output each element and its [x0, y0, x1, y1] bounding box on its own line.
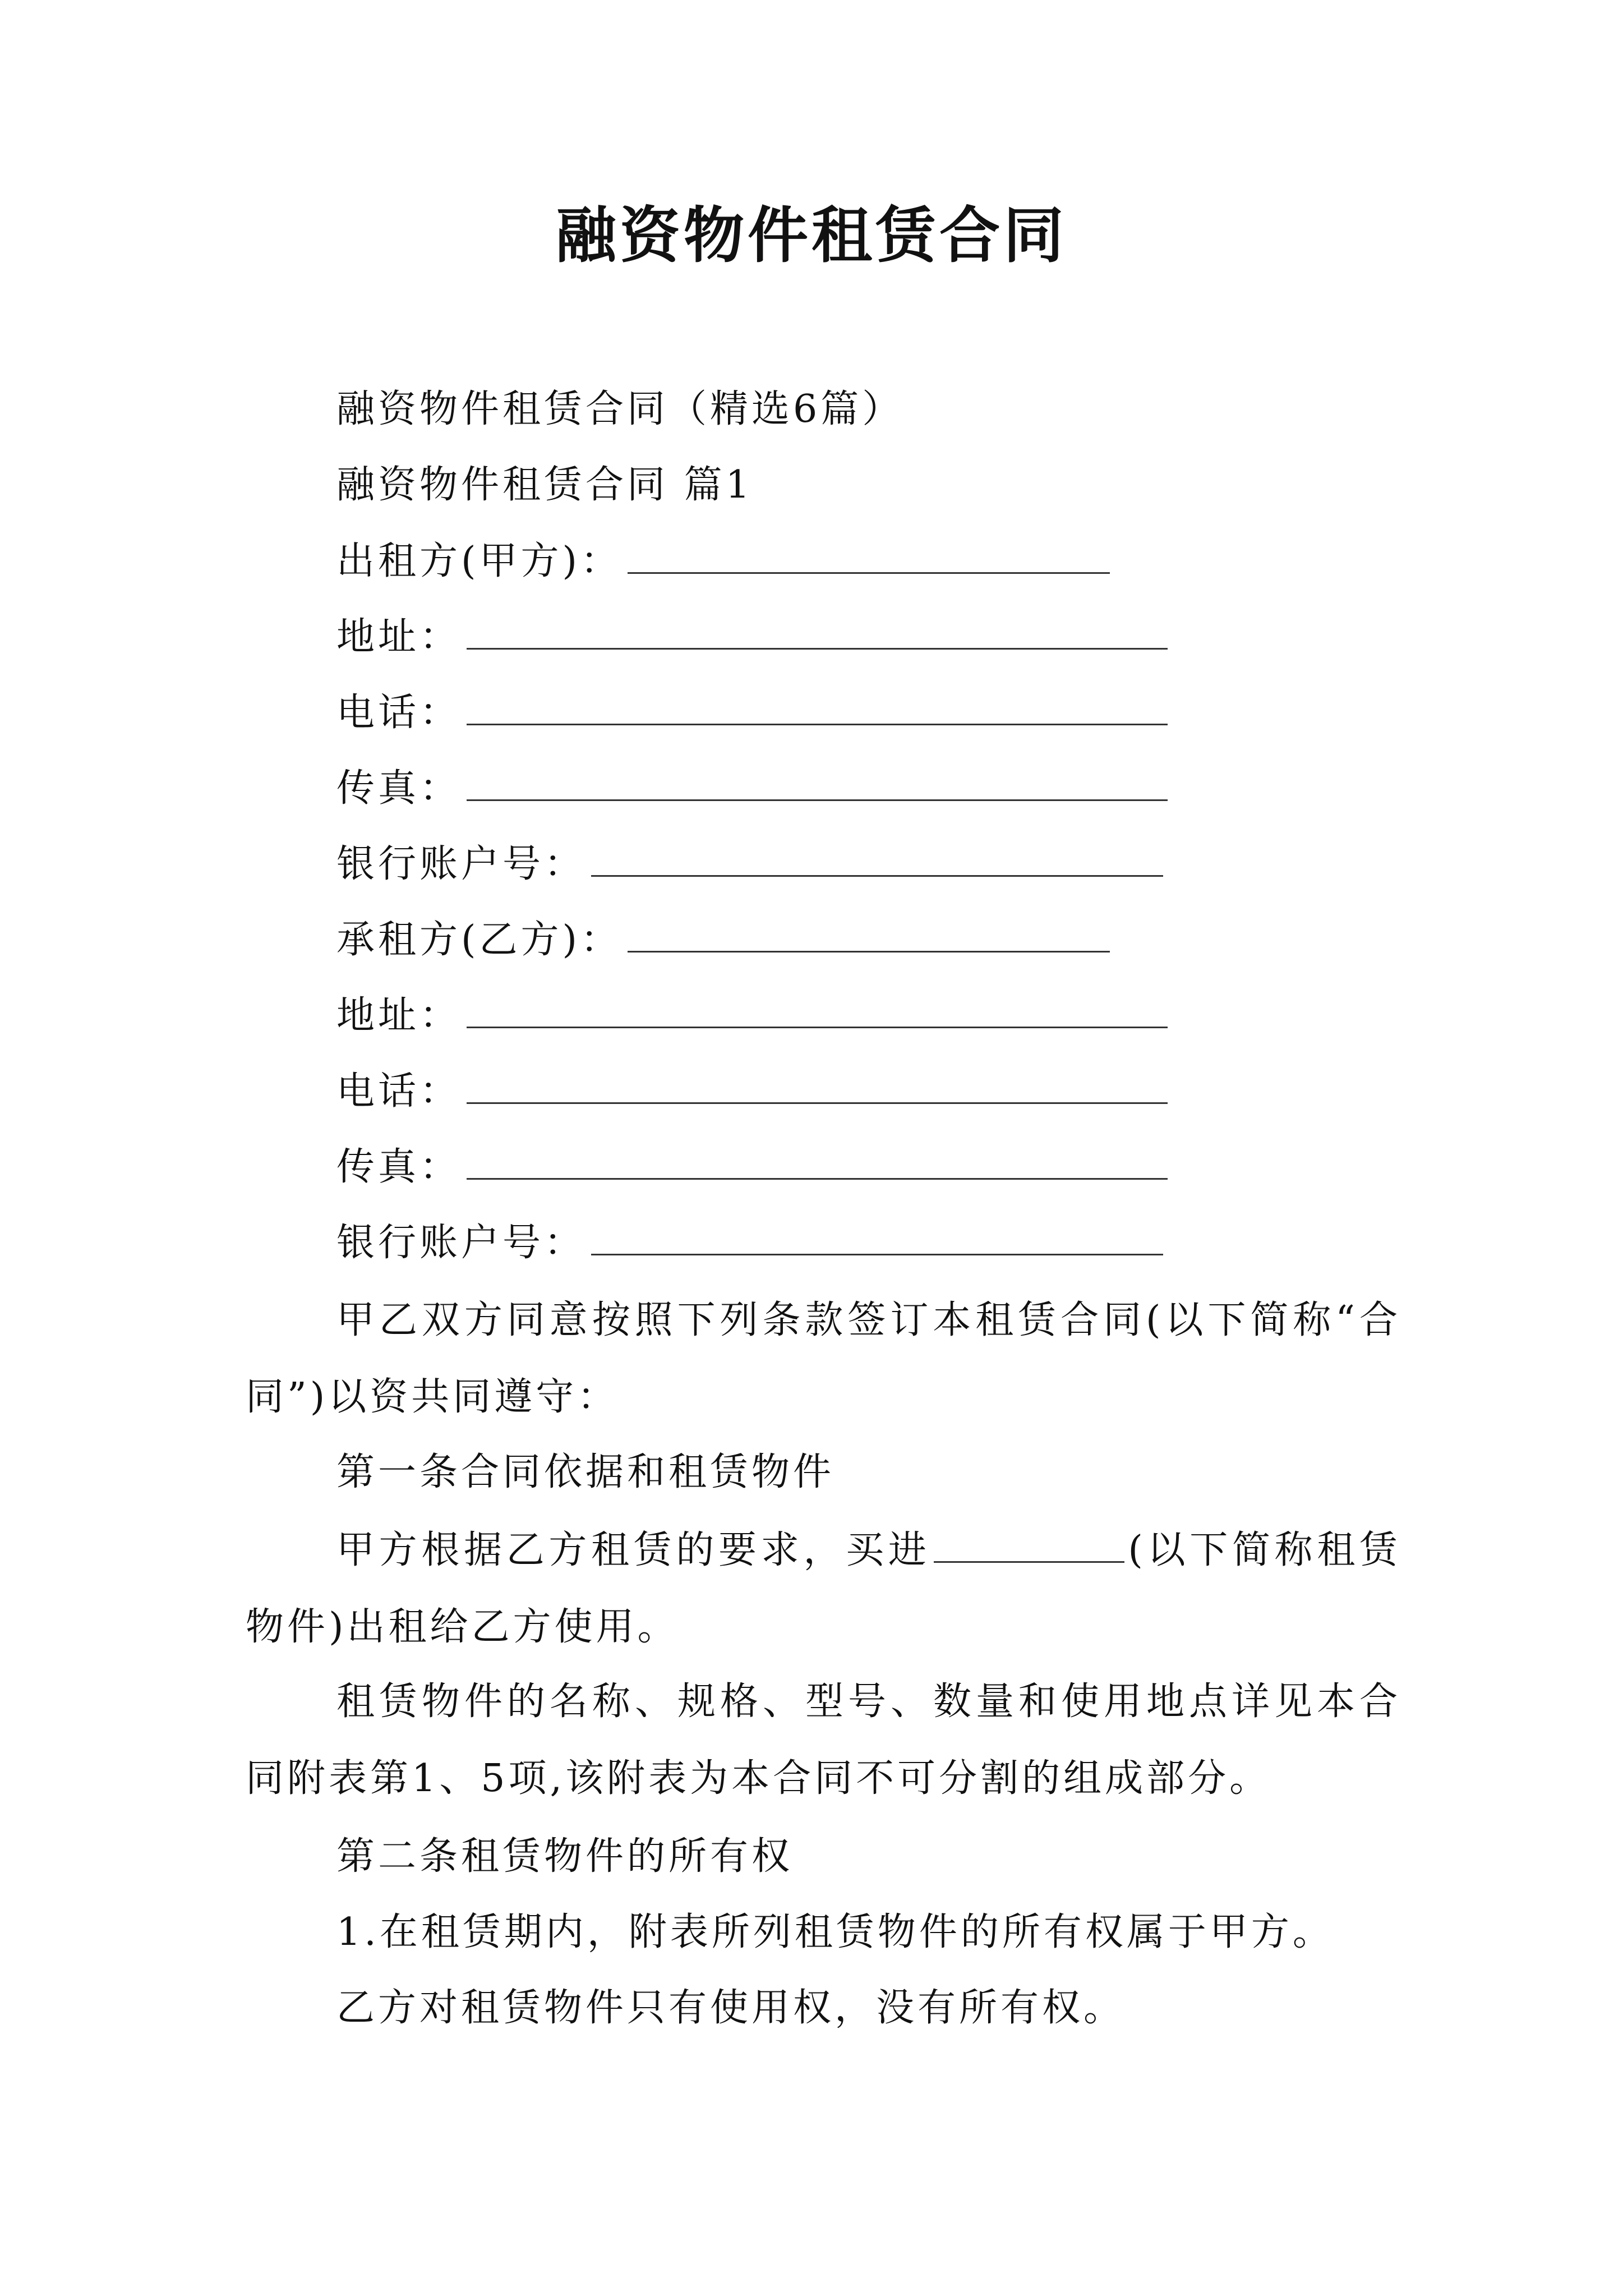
lessee-bank-row: [336, 1214, 1163, 1271]
lessee-row: [336, 912, 1110, 968]
lessor-row: [336, 533, 1110, 590]
lessee-address-label: 地址：: [336, 993, 462, 1038]
lessor-name-field[interactable]: [628, 533, 1110, 574]
lessee-address-field[interactable]: [467, 987, 1168, 1028]
lessor-phone-row: [336, 684, 1168, 741]
lessee-phone-row: [336, 1063, 1168, 1120]
lessor-bank-label: 银行账户号：: [336, 842, 586, 886]
document-subtitle: 融资物件租赁合同（精选6篇）: [336, 387, 904, 431]
lessee-phone-label: 电话：: [336, 1069, 462, 1114]
lessee-name-field[interactable]: [628, 912, 1110, 953]
article1-paragraph-1: [246, 1512, 1401, 1665]
lessee-bank-field[interactable]: [591, 1214, 1163, 1255]
section-heading: 融资物件租赁合同 篇1: [336, 463, 753, 507]
article1-p1-after: (以下简称租赁物件)出租给乙方使用。: [246, 1528, 1401, 1649]
lessee-fax-label: 传真：: [336, 1145, 462, 1189]
article2-item-1-continued: 乙方对租赁物件只有使用权，没有所有权。: [336, 1986, 1126, 2030]
lessor-bank-row: [336, 836, 1163, 892]
lessee-label: 承租方(乙方)：: [336, 918, 623, 962]
lessor-fax-label: 传真：: [336, 766, 462, 811]
lessor-label: 出租方(甲方)：: [336, 539, 623, 583]
document-title: 融资物件租赁合同: [555, 200, 1067, 271]
article1-heading: 第一条合同依据和租赁物件: [336, 1450, 835, 1494]
lessee-address-row: [336, 987, 1168, 1044]
article2-item-1: 1.在租赁期内，附表所列租赁物件的所有权属于甲方。: [336, 1910, 1334, 1954]
article1-paragraph-2: 租赁物件的名称、规格、型号、数量和使用地点详见本合同附表第1、5项,该附表为本合同不可分割的组成部分。: [246, 1680, 1401, 1801]
lessor-fax-field[interactable]: [467, 760, 1168, 801]
lessor-fax-row: [336, 760, 1168, 817]
article2-heading: 第二条租赁物件的所有权: [336, 1834, 794, 1879]
lessor-address-row: [336, 609, 1168, 665]
article1-p1-before: 甲方根据乙方租赁的要求，买进: [336, 1528, 931, 1572]
lessor-phone-label: 电话：: [336, 691, 462, 735]
lessor-address-field[interactable]: [467, 609, 1168, 650]
lessee-fax-row: [336, 1139, 1168, 1195]
lessor-phone-field[interactable]: [467, 684, 1168, 725]
lessee-fax-field[interactable]: [467, 1139, 1168, 1180]
lessor-address-label: 地址：: [336, 615, 462, 659]
intro-paragraph: 甲乙双方同意按照下列条款签订本租赁合同(以下简称“合同”)以资共同遵守：: [246, 1298, 1401, 1419]
lessee-phone-field[interactable]: [467, 1063, 1168, 1104]
lessor-bank-field[interactable]: [591, 836, 1163, 877]
item-name-field[interactable]: [934, 1527, 1124, 1563]
lessee-bank-label: 银行账户号：: [336, 1221, 586, 1265]
